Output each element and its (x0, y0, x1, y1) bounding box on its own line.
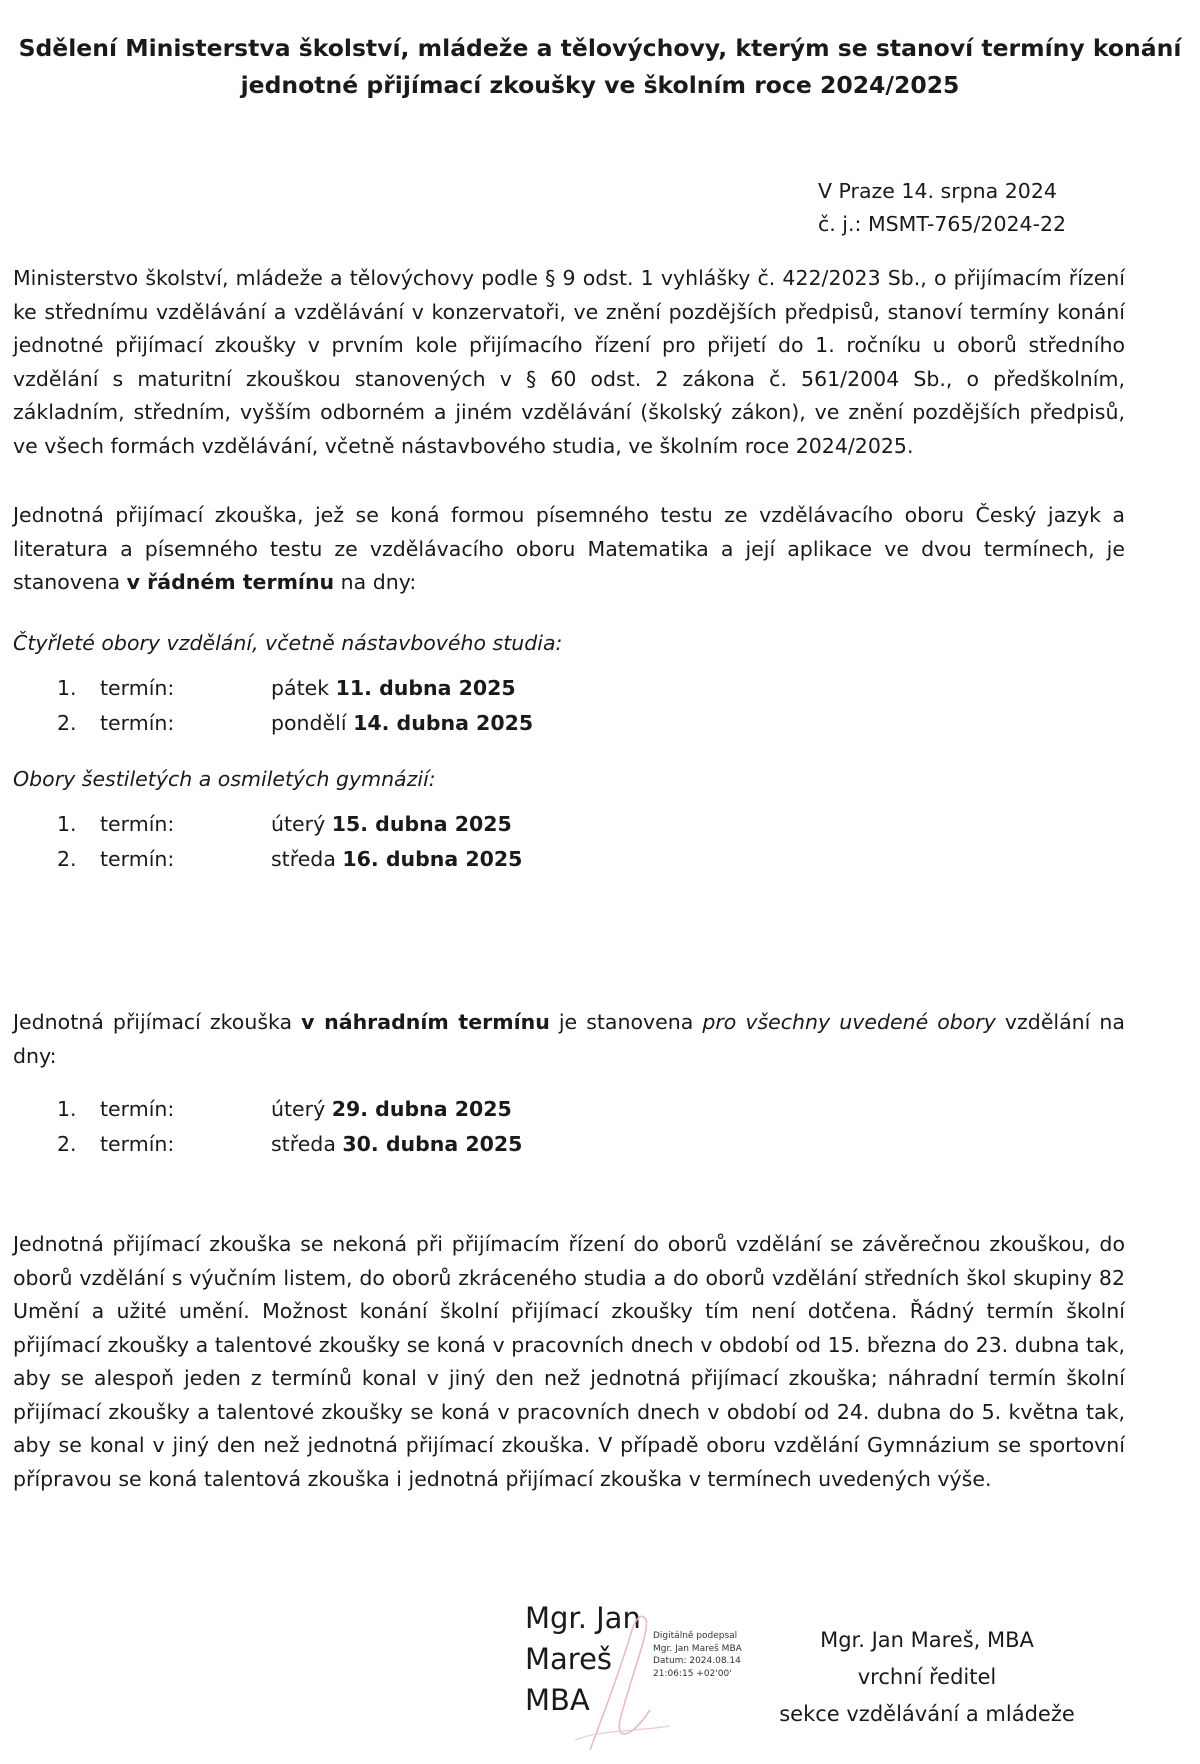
item-number: 2. (57, 710, 77, 735)
signatory-section: sekce vzdělávání a mládeže (779, 1702, 1075, 1726)
stamp-line: Digitálně podepsal (653, 1631, 738, 1641)
item-weekday: úterý (271, 812, 332, 836)
regular-text-after: na dny: (334, 570, 417, 594)
reference-number: č. j.: MSMT-765/2024-22 (818, 212, 1067, 236)
signature-name-line-2: Mareš (525, 1642, 613, 1676)
signature-name-line-1: Mgr. Jan (525, 1601, 641, 1635)
list-item (0, 671, 700, 706)
item-label: termín: (100, 710, 175, 735)
signatory-name: Mgr. Jan Mareš, MBA (820, 1628, 1034, 1652)
list-item (0, 1127, 700, 1162)
stamp-line: Mgr. Jan Mareš MBA (653, 1643, 742, 1654)
substitute-term-bold: v náhradním termínu (301, 1010, 550, 1034)
signature-name-line-3: MBA (525, 1683, 590, 1717)
list-item (0, 842, 700, 877)
item-date-bold: 14. dubna 2025 (353, 710, 534, 735)
item-date (271, 706, 533, 741)
item-date-bold: 16. dubna 2025 (342, 846, 523, 871)
item-label: termín: (100, 1097, 175, 1121)
signatory-block (762, 1622, 1092, 1733)
item-label: termín: (100, 812, 175, 836)
item-number: 1. (57, 1097, 77, 1121)
item-number: 1. (57, 676, 77, 700)
substitute-text-mid: je stanovena (549, 1010, 703, 1034)
list-item (0, 1092, 700, 1127)
item-weekday: úterý (271, 1097, 332, 1121)
intro-paragraph: Ministerstvo školství, mládeže a tělovýchovy podle § 9 odst. 1 vyhlášky č. 422/2023 Sb., o přijímacím řízení ke střednímu vzdělávání a vzdělávání v konzervatoři, ve znění pozdějších předpisů, stanoví termíny konání jednotné přijímací zkoušky v prvním kole přijímacího řízení pro přijetí do 1. ročníku u oborů středního vzdělání s maturitní zkouškou stanovených v § 60 odst. 2 zákona č. 561/2004 Sb., o předškolním, základním, středním, vyšším odborném a jiném vzdělávání (školský zákon), ve znění pozdějších předpisů, ve všech formách vzdělávání, včetně nástavbového studia, ve školním roce 2024/2025. (13, 266, 1125, 458)
item-weekday: pondělí (271, 710, 354, 735)
group-2-list (0, 807, 700, 876)
stamp-line: 21:06:15 +02'00' (653, 1668, 732, 1679)
item-number: 1. (57, 812, 77, 836)
closing-paragraph: Jednotná přijímací zkouška se nekoná při přijímacím řízení do oborů vzdělání se závěrečnou zkouškou, do oborů vzdělání s výučním listem, do oborů zkráceného studia a do oborů vzdělání středních škol skupiny 82 Umění a užité umění. Možnost konání školní přijímací zkoušky tím není dotčena. Řádný termín školní přijímací zkoušky a talentové zkoušky se koná v pracovních dnech v období od 15. března do 23. dubna tak, aby se alespoň jeden z termínů konal v jiný den než jednotná přijímací zkouška; náhradní termín školní přijímací zkoušky a talentové zkoušky se koná v pracovních dnech v období od 24. dubna do 5. května tak, aby se konal v jiný den než jednotná přijímací zkouška. V případě oboru vzdělání Gymnázium se sportovní přípravou se koná talentová zkouška i jednotná přijímací zkouška v termínech uvedených výše. (13, 1232, 1125, 1491)
item-date (271, 842, 522, 877)
regular-term-paragraph (13, 499, 1125, 600)
signatory-role: vrchní ředitel (857, 1665, 997, 1689)
group-1-heading: Čtyřleté obory vzdělání, včetně nástavbového studia: (13, 631, 563, 655)
item-weekday: středa (271, 846, 343, 871)
substitute-term-paragraph (13, 1006, 1125, 1073)
document-title (0, 30, 1200, 104)
digital-signature-stamp (653, 1630, 742, 1680)
place-date: V Praze 14. srpna 2024 (818, 179, 1057, 203)
item-label: termín: (100, 1131, 175, 1156)
regular-text-before: Jednotná přijímací zkouška, jež se koná formou písemného testu ze vzdělávacího oboru Český jazyk a literatura a písemného testu ze vzdělávacího oboru Matematika a její aplikace ve dvou termínech, je stanovena (13, 503, 1125, 594)
substitute-list (0, 1092, 700, 1161)
stamp-line: Datum: 2024.08.14 (653, 1656, 741, 1666)
item-date (271, 1127, 522, 1162)
item-number: 2. (57, 846, 77, 871)
item-date-bold: 29. dubna 2025 (331, 1097, 512, 1121)
item-label: termín: (100, 676, 175, 700)
title-line-1: Sdělení Ministerstva školství, mládeže a tělovýchovy, kterým se stanoví termíny konání (18, 34, 1182, 62)
item-label: termín: (100, 846, 175, 871)
item-number: 2. (57, 1131, 77, 1156)
item-weekday: pátek (271, 676, 336, 700)
regular-term-bold: v řádném termínu (126, 570, 335, 594)
item-date-bold: 30. dubna 2025 (342, 1131, 523, 1156)
group-2-heading: Obory šestiletých a osmiletých gymnázií: (13, 767, 436, 791)
list-item (0, 706, 700, 741)
item-date (271, 671, 516, 706)
list-item (0, 807, 700, 842)
item-date (271, 807, 512, 842)
group-1-list (0, 671, 700, 740)
item-weekday: středa (271, 1131, 343, 1156)
title-line-2: jednotné přijímací zkoušky ve školním roce 2024/2025 (240, 71, 960, 99)
item-date-bold: 11. dubna 2025 (335, 676, 516, 700)
item-date-bold: 15. dubna 2025 (331, 812, 512, 836)
substitute-text-after: vzdělání na dny: (13, 1010, 1125, 1068)
document-meta (818, 175, 1066, 241)
substitute-italic: pro všechny uvedené obory (702, 1010, 996, 1034)
item-date (271, 1092, 512, 1127)
substitute-text-before: Jednotná přijímací zkouška (13, 1010, 302, 1034)
